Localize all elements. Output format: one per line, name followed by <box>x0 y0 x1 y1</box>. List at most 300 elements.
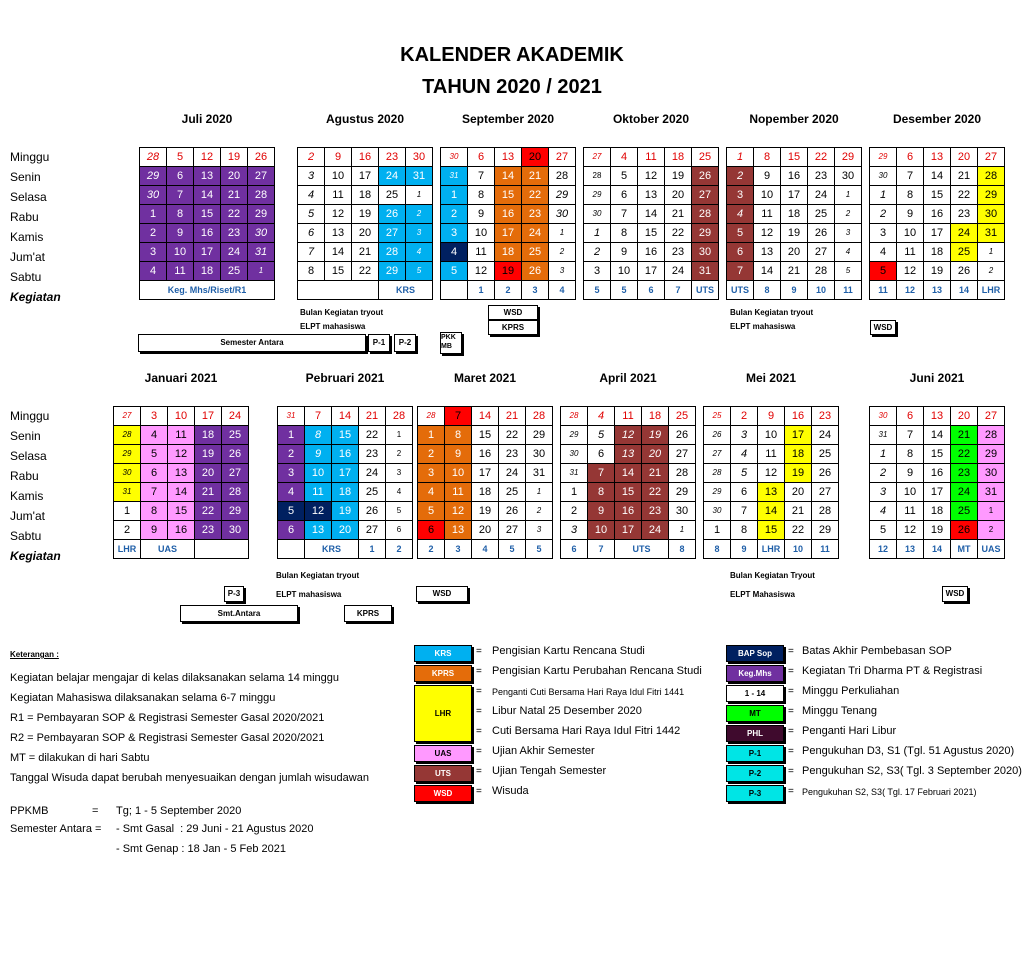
day-cell: 28 <box>114 426 141 445</box>
legend-swatch: LHR <box>414 685 472 742</box>
day-cell: 28 <box>978 426 1005 445</box>
day-cell: 26 <box>248 148 275 167</box>
day-name: Rabu <box>10 210 39 224</box>
day-cell: 21 <box>359 407 386 426</box>
day-cell: 30 <box>222 521 249 540</box>
day-cell: 8 <box>611 224 638 243</box>
kegiatan-cell: 7 <box>665 281 692 300</box>
day-cell: 21 <box>951 426 978 445</box>
day-cell: 27 <box>704 445 731 464</box>
day-cell: 1 <box>870 445 897 464</box>
day-cell: 16 <box>615 502 642 521</box>
kegiatan-cell <box>278 540 305 559</box>
day-cell: 5 <box>727 224 754 243</box>
day-cell: 4 <box>835 243 862 262</box>
legend-swatch: 1 - 14 <box>726 685 784 702</box>
day-cell: 2 <box>278 445 305 464</box>
day-cell: 4 <box>441 243 468 262</box>
legend-swatch: UAS <box>414 745 472 762</box>
day-cell: 23 <box>522 205 549 224</box>
day-cell: 17 <box>495 224 522 243</box>
day-cell: 9 <box>445 445 472 464</box>
kegiatan-cell: 10 <box>785 540 812 559</box>
legend-description: Ujian Tengah Semester <box>492 765 607 777</box>
legend-swatch: P-1 <box>726 745 784 762</box>
day-cell: 30 <box>978 464 1005 483</box>
month-calendar <box>560 371 696 559</box>
month-calendar <box>583 112 719 300</box>
day-name: Sabtu <box>10 529 42 543</box>
day-cell: 1 <box>584 224 611 243</box>
day-cell: 19 <box>924 262 951 281</box>
month-calendar <box>440 112 576 300</box>
kegiatan-cell: 3 <box>445 540 472 559</box>
day-cell: 11 <box>754 205 781 224</box>
day-cell: 29 <box>692 224 719 243</box>
day-cell: 12 <box>897 521 924 540</box>
month-title: Agustus 2020 <box>325 112 405 126</box>
day-cell: 18 <box>924 243 951 262</box>
day-name: Senin <box>10 429 41 443</box>
day-cell: 8 <box>731 521 758 540</box>
day-cell: 10 <box>588 521 615 540</box>
ppkmb-eq: = <box>92 805 99 817</box>
kegiatan-cell: LHR <box>114 540 141 559</box>
day-cell: 19 <box>785 464 812 483</box>
day-name: Kamis <box>10 489 44 503</box>
day-cell: 25 <box>951 502 978 521</box>
legend-equals: = <box>788 766 794 777</box>
day-cell: 20 <box>195 464 222 483</box>
day-cell: 3 <box>731 426 758 445</box>
kegiatan-cell: 10 <box>808 281 835 300</box>
day-cell: 23 <box>665 243 692 262</box>
kegiatan-cell: 5 <box>584 281 611 300</box>
kprs-bar-feb: KPRS <box>344 605 392 622</box>
day-cell: 16 <box>332 445 359 464</box>
day-cell: 30 <box>140 186 167 205</box>
day-cell: 19 <box>495 262 522 281</box>
day-cell: 23 <box>359 445 386 464</box>
day-cell: 28 <box>812 502 839 521</box>
note-elpt: ELPT mahasiswa <box>300 322 366 331</box>
month-title: Mei 2021 <box>745 371 797 385</box>
kegiatan-cell: 5 <box>526 540 553 559</box>
day-cell: 22 <box>951 186 978 205</box>
day-cell: 28 <box>704 464 731 483</box>
day-cell: 19 <box>195 445 222 464</box>
kegiatan-cell: 6 <box>561 540 588 559</box>
day-cell: 4 <box>731 445 758 464</box>
day-cell: 31 <box>278 407 305 426</box>
month-calendar <box>703 371 839 559</box>
kegiatan-cell: 11 <box>835 281 862 300</box>
day-cell: 11 <box>468 243 495 262</box>
legend-swatch: P-3 <box>726 785 784 802</box>
day-cell: 27 <box>692 186 719 205</box>
day-cell: 4 <box>870 243 897 262</box>
day-cell: 27 <box>812 483 839 502</box>
day-cell: 15 <box>781 148 808 167</box>
day-cell: 10 <box>167 243 194 262</box>
day-cell: 31 <box>248 243 275 262</box>
day-cell: 28 <box>561 407 588 426</box>
day-cell: 24 <box>222 407 249 426</box>
day-cell: 13 <box>325 224 352 243</box>
day-cell: 15 <box>924 445 951 464</box>
day-cell: 17 <box>194 243 221 262</box>
wsd-bar-dec: WSD <box>870 320 896 335</box>
month-grid <box>869 406 1005 559</box>
kegiatan-cell: 8 <box>704 540 731 559</box>
kegiatan-cell: 3 <box>522 281 549 300</box>
day-cell: 17 <box>195 407 222 426</box>
day-cell: 1 <box>978 502 1005 521</box>
keterangan-line: R2 = Pembayaran SOP & Registrasi Semester Gasal 2020/2021 <box>10 732 325 744</box>
day-cell: 2 <box>549 243 576 262</box>
note-bulan-tryout-mei: Bulan Kegiatan Tryout <box>730 571 815 580</box>
day-cell: 22 <box>352 262 379 281</box>
day-cell: 3 <box>870 483 897 502</box>
day-cell: 30 <box>870 407 897 426</box>
day-cell: 13 <box>924 407 951 426</box>
legend-equals: = <box>788 706 794 717</box>
day-cell: 30 <box>441 148 468 167</box>
day-cell: 31 <box>561 464 588 483</box>
day-cell: 29 <box>978 186 1005 205</box>
legend-equals: = <box>788 786 794 797</box>
day-cell: 9 <box>897 464 924 483</box>
day-cell: 21 <box>522 167 549 186</box>
day-name: Kamis <box>10 230 44 244</box>
day-cell: 1 <box>114 502 141 521</box>
day-cell: 19 <box>352 205 379 224</box>
day-cell: 30 <box>584 205 611 224</box>
day-cell: 5 <box>870 521 897 540</box>
day-cell: 24 <box>499 464 526 483</box>
kegiatan-cell: LHR <box>978 281 1005 300</box>
keterangan-heading: Keterangan : <box>10 650 59 659</box>
day-cell: 15 <box>924 186 951 205</box>
day-cell: 23 <box>642 502 669 521</box>
month-grid <box>440 147 576 300</box>
day-name: Jum'at <box>10 250 45 264</box>
semester-antara-bar: Semester Antara <box>138 334 366 352</box>
day-cell: 27 <box>808 243 835 262</box>
day-cell: 31 <box>114 483 141 502</box>
day-cell: 31 <box>870 426 897 445</box>
month-grid <box>703 406 839 559</box>
day-cell: 23 <box>951 205 978 224</box>
note-bulan-tryout: Bulan Kegiatan tryout <box>300 308 384 317</box>
day-cell: 4 <box>278 483 305 502</box>
month-calendar <box>869 112 1005 300</box>
day-cell: 31 <box>526 464 553 483</box>
note-bulan-tryout-2: Bulan Kegiatan tryout <box>730 308 814 317</box>
legend-equals: = <box>476 786 482 797</box>
month-calendar <box>113 371 249 559</box>
kegiatan-cell: UTS <box>615 540 669 559</box>
kegiatan-cell: 9 <box>781 281 808 300</box>
day-cell: 29 <box>248 205 275 224</box>
day-cell: 3 <box>386 464 413 483</box>
day-cell: 7 <box>305 407 332 426</box>
day-cell: 26 <box>951 262 978 281</box>
day-cell: 10 <box>758 426 785 445</box>
day-cell: 27 <box>379 224 406 243</box>
day-name: Minggu <box>10 409 50 423</box>
day-cell: 27 <box>978 407 1005 426</box>
legend-swatch: Keg.Mhs <box>726 665 784 682</box>
day-cell: 20 <box>472 521 499 540</box>
day-cell: 23 <box>221 224 248 243</box>
month-calendar <box>869 371 1005 559</box>
day-cell: 11 <box>325 186 352 205</box>
kegiatan-cell: 13 <box>924 281 951 300</box>
day-cell: 27 <box>499 521 526 540</box>
day-cell: 27 <box>248 167 275 186</box>
day-cell: 25 <box>951 243 978 262</box>
day-cell: 26 <box>499 502 526 521</box>
day-cell: 14 <box>638 205 665 224</box>
day-cell: 18 <box>785 445 812 464</box>
day-cell: 26 <box>669 426 696 445</box>
month-title: Oktober 2020 <box>612 112 690 126</box>
day-cell: 17 <box>638 262 665 281</box>
day-cell: 23 <box>812 407 839 426</box>
day-cell: 4 <box>418 483 445 502</box>
day-cell: 2 <box>835 205 862 224</box>
day-cell: 2 <box>386 445 413 464</box>
day-cell: 29 <box>140 167 167 186</box>
day-cell: 15 <box>758 521 785 540</box>
day-cell: 18 <box>352 186 379 205</box>
day-cell: 13 <box>615 445 642 464</box>
day-cell: 14 <box>924 167 951 186</box>
month-grid <box>583 147 719 300</box>
day-cell: 26 <box>704 426 731 445</box>
month-title: September 2020 <box>461 112 555 126</box>
month-title: Desember 2020 <box>892 112 982 126</box>
day-cell: 8 <box>445 426 472 445</box>
day-cell: 21 <box>785 502 812 521</box>
day-cell: 21 <box>195 483 222 502</box>
day-cell: 24 <box>812 426 839 445</box>
day-name-kegiatan: Kegiatan <box>10 290 61 304</box>
keterangan-line: Tanggal Wisuda dapat berubah menyesuaikan dengan jumlah wisudawan <box>10 772 369 784</box>
day-cell: 30 <box>561 445 588 464</box>
day-cell: 1 <box>526 483 553 502</box>
day-cell: 16 <box>472 445 499 464</box>
day-cell: 18 <box>495 243 522 262</box>
legend-description: Pengukuhan D3, S1 (Tgl. 51 Agustus 2020) <box>802 745 1015 757</box>
day-cell: 11 <box>445 483 472 502</box>
day-cell: 20 <box>785 483 812 502</box>
day-cell: 18 <box>642 407 669 426</box>
day-cell: 25 <box>704 407 731 426</box>
kegiatan-cell: 13 <box>897 540 924 559</box>
day-cell: 18 <box>781 205 808 224</box>
day-cell: 1 <box>406 186 433 205</box>
keterangan-lines <box>10 668 369 788</box>
day-name: Selasa <box>10 449 47 463</box>
day-cell: 28 <box>549 167 576 186</box>
legend-equals: = <box>476 666 482 677</box>
month-calendar <box>297 112 433 300</box>
month-calendar <box>139 112 275 300</box>
month-title: Maret 2021 <box>453 371 517 385</box>
day-cell: 3 <box>561 521 588 540</box>
day-cell: 12 <box>194 148 221 167</box>
day-cell: 25 <box>522 243 549 262</box>
day-cell: 29 <box>978 445 1005 464</box>
legend-equals: = <box>476 726 482 737</box>
month-title: April 2021 <box>599 371 657 385</box>
day-cell: 22 <box>642 483 669 502</box>
day-cell: 12 <box>468 262 495 281</box>
day-cell: 28 <box>418 407 445 426</box>
month-grid <box>297 147 433 300</box>
day-cell: 9 <box>897 205 924 224</box>
day-cell: 23 <box>499 445 526 464</box>
day-cell: 15 <box>168 502 195 521</box>
ppkmb-value: Tg; 1 - 5 September 2020 <box>116 805 242 817</box>
day-cell: 12 <box>615 426 642 445</box>
day-cell: 27 <box>978 148 1005 167</box>
day-cell: 1 <box>248 262 275 281</box>
day-cell: 2 <box>978 262 1005 281</box>
day-cell: 30 <box>835 167 862 186</box>
day-cell: 24 <box>642 521 669 540</box>
day-cell: 14 <box>758 502 785 521</box>
month-grid <box>726 147 862 300</box>
day-cell: 21 <box>642 464 669 483</box>
day-cell: 20 <box>665 186 692 205</box>
kegiatan-cell: 2 <box>418 540 445 559</box>
day-cell: 7 <box>468 167 495 186</box>
kegiatan-cell: 2 <box>495 281 522 300</box>
month-title: Juni 2021 <box>909 371 965 385</box>
legend-equals: = <box>788 686 794 697</box>
day-cell: 19 <box>221 148 248 167</box>
day-cell: 7 <box>588 464 615 483</box>
day-cell: 28 <box>140 148 167 167</box>
day-cell: 16 <box>495 205 522 224</box>
day-cell: 3 <box>298 167 325 186</box>
day-cell: 10 <box>611 262 638 281</box>
day-cell: 1 <box>561 483 588 502</box>
day-cell: 11 <box>305 483 332 502</box>
calendar-title: KALENDER AKADEMIK <box>400 44 624 66</box>
day-cell: 30 <box>669 502 696 521</box>
day-cell: 30 <box>248 224 275 243</box>
day-cell: 23 <box>951 464 978 483</box>
day-cell: 10 <box>468 224 495 243</box>
day-cell: 25 <box>808 205 835 224</box>
day-cell: 21 <box>951 167 978 186</box>
legend-equals: = <box>788 646 794 657</box>
day-cell: 1 <box>441 186 468 205</box>
day-cell: 1 <box>669 521 696 540</box>
kegiatan-cell: 8 <box>669 540 696 559</box>
day-cell: 25 <box>379 186 406 205</box>
day-cell: 9 <box>325 148 352 167</box>
day-cell: 10 <box>305 464 332 483</box>
day-cell: 11 <box>167 262 194 281</box>
day-cell: 11 <box>638 148 665 167</box>
day-cell: 27 <box>114 407 141 426</box>
legend-swatch: WSD <box>414 785 472 802</box>
kegiatan-cell: 14 <box>924 540 951 559</box>
day-cell: 12 <box>445 502 472 521</box>
month-grid <box>277 406 413 559</box>
legend-equals: = <box>788 746 794 757</box>
day-cell: 6 <box>731 483 758 502</box>
day-cell: 17 <box>785 426 812 445</box>
legend-equals: = <box>476 646 482 657</box>
legend-swatch: MT <box>726 705 784 722</box>
day-cell: 21 <box>221 186 248 205</box>
day-cell: 2 <box>727 167 754 186</box>
kegiatan-cell: 12 <box>897 281 924 300</box>
wsd-bar-jun: WSD <box>942 586 968 602</box>
day-cell: 19 <box>332 502 359 521</box>
day-cell: 6 <box>588 445 615 464</box>
day-cell: 25 <box>221 262 248 281</box>
day-cell: 9 <box>588 502 615 521</box>
day-cell: 19 <box>924 521 951 540</box>
day-cell: 25 <box>499 483 526 502</box>
day-cell: 29 <box>704 483 731 502</box>
day-cell: 2 <box>870 464 897 483</box>
day-cell: 18 <box>194 262 221 281</box>
day-cell: 12 <box>754 224 781 243</box>
day-cell: 25 <box>359 483 386 502</box>
day-cell: 22 <box>785 521 812 540</box>
day-cell: 4 <box>611 148 638 167</box>
day-cell: 18 <box>665 148 692 167</box>
day-cell: 7 <box>141 483 168 502</box>
day-cell: 26 <box>692 167 719 186</box>
day-cell: 7 <box>445 407 472 426</box>
day-cell: 13 <box>924 148 951 167</box>
day-cell: 10 <box>754 186 781 205</box>
day-name: Minggu <box>10 150 50 164</box>
day-cell: 24 <box>379 167 406 186</box>
day-cell: 28 <box>692 205 719 224</box>
month-calendar <box>726 112 862 300</box>
month-grid <box>113 406 249 559</box>
legend-equals: = <box>476 706 482 717</box>
kegiatan-cell: UTS <box>692 281 719 300</box>
day-cell: 25 <box>222 426 249 445</box>
day-cell: 4 <box>140 262 167 281</box>
day-cell: 2 <box>298 148 325 167</box>
day-cell: 12 <box>758 464 785 483</box>
day-cell: 3 <box>406 224 433 243</box>
kegiatan-cell: 9 <box>731 540 758 559</box>
legend-description: Wisuda <box>492 785 529 797</box>
kegiatan-cell: 4 <box>549 281 576 300</box>
day-cell: 30 <box>978 205 1005 224</box>
kegiatan-cell: 2 <box>386 540 413 559</box>
day-cell: 21 <box>499 407 526 426</box>
day-cell: 6 <box>897 407 924 426</box>
day-cell: 30 <box>406 148 433 167</box>
day-cell: 16 <box>352 148 379 167</box>
day-cell: 14 <box>472 407 499 426</box>
day-cell: 31 <box>978 483 1005 502</box>
